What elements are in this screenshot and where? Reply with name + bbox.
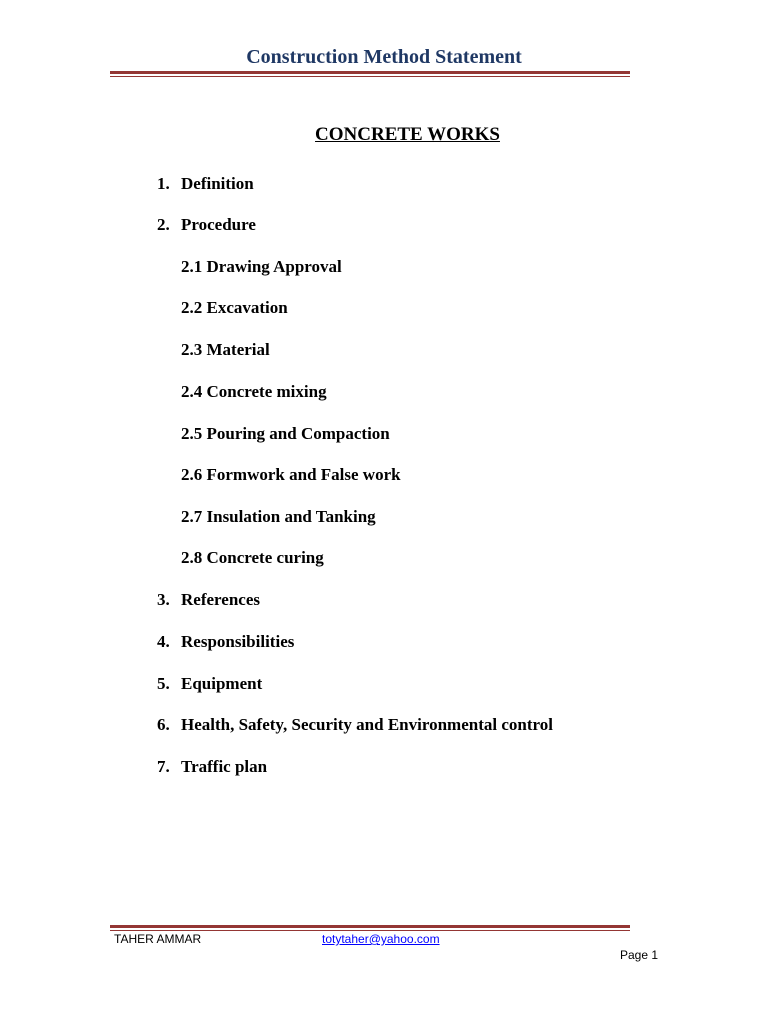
document-title: CONCRETE WORKS — [315, 124, 500, 145]
toc-item-label: 2.3 Material — [181, 340, 270, 359]
toc-item-label: 2.7 Insulation and Tanking — [181, 507, 376, 526]
footer-rule-thick — [110, 925, 630, 928]
toc-item-label: References — [181, 590, 260, 609]
toc-item-label: 2.4 Concrete mixing — [181, 382, 327, 401]
toc-item-definition — [157, 174, 254, 194]
toc-item-label: 2.1 Drawing Approval — [181, 257, 342, 276]
toc-item-procedure — [157, 215, 256, 235]
toc-item-number: 4. — [157, 632, 170, 651]
toc-subitem-pouring-compaction — [181, 424, 390, 444]
footer-rule-thin — [110, 930, 630, 931]
toc-item-label: 2.5 Pouring and Compaction — [181, 424, 390, 443]
toc-item-hsse — [157, 715, 553, 735]
toc-item-number: 7. — [157, 757, 170, 776]
footer-author: TAHER AMMAR — [114, 932, 202, 946]
toc-subitem-formwork — [181, 465, 401, 485]
toc-subitem-material — [181, 340, 270, 360]
toc-subitem-concrete-mixing — [181, 382, 327, 402]
toc-item-label: 2.8 Concrete curing — [181, 548, 324, 567]
toc-item-label: Definition — [181, 174, 254, 193]
toc-item-label: 2.2 Excavation — [181, 298, 288, 317]
toc-item-traffic-plan — [157, 757, 267, 777]
toc-subitem-concrete-curing — [181, 548, 324, 568]
toc-item-label: 2.6 Formwork and False work — [181, 465, 401, 484]
toc-item-equipment — [157, 674, 262, 694]
toc-subitem-insulation-tanking — [181, 507, 376, 527]
toc-item-number: 3. — [157, 590, 170, 609]
header-rule-thick — [110, 71, 630, 74]
toc-subitem-excavation — [181, 298, 288, 318]
toc-item-label: Health, Safety, Security and Environmental control — [181, 715, 553, 734]
toc-item-label: Traffic plan — [181, 757, 268, 776]
header-rule-thin — [110, 76, 630, 77]
toc-subitem-drawing-approval — [181, 257, 342, 277]
toc-item-responsibilities — [157, 632, 294, 652]
toc-item-label: Procedure — [181, 215, 256, 234]
footer-email-link[interactable]: totytaher@yahoo.com — [322, 932, 440, 946]
toc-item-label: Responsibilities — [181, 632, 295, 651]
toc-item-number: 2. — [157, 215, 170, 234]
toc-item-number: 6. — [157, 715, 170, 734]
toc-item-references — [157, 590, 260, 610]
footer-page-number: Page 1 — [620, 948, 659, 962]
toc-item-number: 1. — [157, 174, 170, 193]
toc-item-number: 5. — [157, 674, 170, 693]
toc-item-label: Equipment — [181, 674, 263, 693]
header-title: Construction Method Statement — [246, 46, 522, 68]
